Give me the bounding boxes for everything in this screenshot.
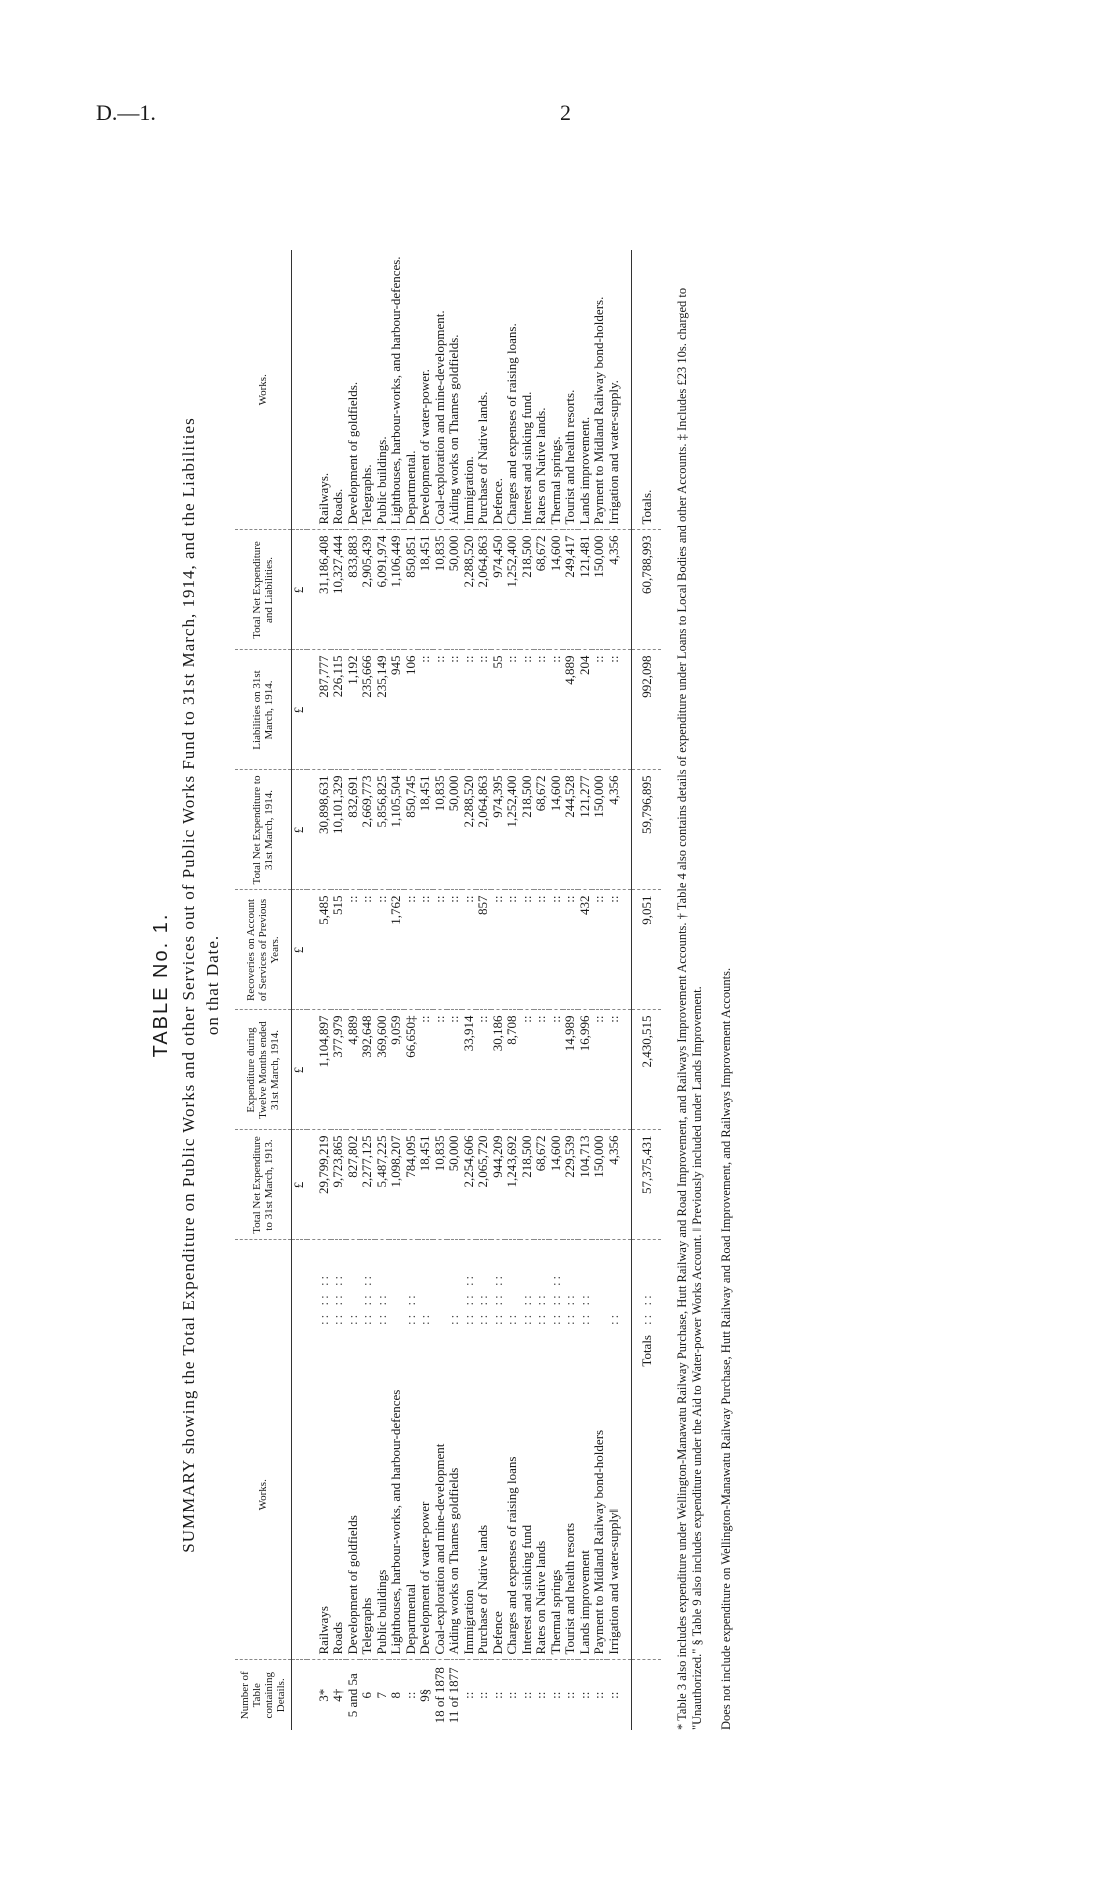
row-recoveries: :: [375,890,390,1010]
row-table-number: 9§ [417,1688,432,1702]
footnotes [675,250,734,1730]
row-net-1914: 10,101,329 [331,770,346,890]
row-dots: :: :: :: [330,1272,345,1325]
row-works-right: Development of water-power. [418,250,433,530]
row-during: 9,059 [389,1010,404,1130]
table-row [375,250,390,1730]
footnote-2: Does not include expenditure on Wellington-Manawatu Railway Purchase, Hutt Railway and Road Improvement, and Railways Improvement Accounts. [718,967,733,1730]
table-row [549,250,564,1730]
row-recoveries: :: [491,890,506,1010]
row-during: :: [607,1010,632,1130]
row-works-right: Public buildings. [375,250,390,530]
row-liabilities: :: [462,650,477,770]
table-row [307,250,332,1730]
row-dots: :: :: [402,1292,418,1325]
row-total-net: 218,500 [520,530,535,650]
totals-label: Totals [632,1330,661,1660]
table-row [476,250,491,1730]
row-table-number: :: [518,1691,534,1699]
row-total-1913: 1,243,692 [505,1130,520,1240]
document-reference: D.—1. [96,100,156,125]
row-total-1913: 14,600 [549,1130,564,1240]
row-during: :: [549,1010,564,1130]
row-during: 66,650‡ [404,1010,419,1130]
row-dots: :: :: [373,1292,389,1325]
row-total-1913: 827,802 [346,1130,361,1240]
row-net-1914: 218,500 [520,770,535,890]
row-table-number: 8 [388,1692,403,1699]
expenditure-table [235,250,661,1730]
row-total-net: 2,905,439 [360,530,375,650]
row-liabilities: 235,149 [375,650,390,770]
row-works: Roads [331,1330,346,1660]
row-total-1913: 5,487,225 [375,1130,390,1240]
row-during: 14,989 [563,1010,578,1130]
rotated-table-page [150,180,1050,1790]
row-works: Payment to Midland Railway bond-holders [592,1330,607,1660]
row-net-1914: 150,000 [592,770,607,890]
row-total-1913: 2,254,606 [462,1130,477,1240]
row-during: 392,648 [360,1010,375,1130]
row-table-number: :: [547,1691,563,1699]
row-liabilities: 235,666 [360,650,375,770]
row-works-right: Departmental. [404,250,419,530]
row-works-right: Defence. [491,250,506,530]
row-recoveries: :: [360,890,375,1010]
row-works-right: Roads. [331,250,346,530]
table-row [578,250,593,1730]
table-row [404,250,419,1730]
row-table-number: :: [402,1691,418,1699]
row-total-1913: 29,799,219 [307,1130,332,1240]
row-total-1913: 944,209 [491,1130,506,1240]
row-net-1914: 850,745 [404,770,419,890]
header-net-1914: Total Net Expenditure to 31st March, 1914. [235,770,292,890]
row-during: 4,889 [346,1010,361,1130]
row-table-number: 18 of 1878 [431,1667,447,1724]
currency-symbol: £ [292,1010,307,1130]
row-works-right: Railways. [307,250,332,530]
row-works-right: Lands improvement. [578,250,593,530]
row-total-1913: 18,451 [418,1130,433,1240]
table-row [534,250,549,1730]
row-total-net: 31,186,408 [307,530,332,650]
header-recoveries: Recoveries on Account of Services of Previous Years. [235,890,292,1010]
row-during: :: [433,1010,448,1130]
totals-number [632,1660,661,1730]
totals-row [632,250,661,1730]
row-works: Immigration [462,1330,477,1660]
row-works-right: Coal-exploration and mine-development. [433,250,448,530]
row-dots [592,1240,607,1330]
row-during: 8,708 [505,1010,520,1130]
totals-works-right: Totals. [632,250,661,530]
row-works-right: Telegraphs. [360,250,375,530]
row-works: Departmental [404,1330,419,1660]
table-row [418,250,433,1730]
row-works-right: Immigration. [462,250,477,530]
row-recoveries: :: [404,890,419,1010]
row-dots: :: :: :: [460,1272,476,1325]
row-total-1913: 2,277,125 [360,1130,375,1240]
row-total-net: 1,252,400 [505,530,520,650]
row-dots: :: :: [475,1292,490,1325]
row-net-1914: 244,528 [563,770,578,890]
row-works-right: Charges and expenses of raising loans. [505,250,520,530]
row-works: Lands improvement [578,1330,593,1660]
page-number: 2 [560,100,571,125]
row-works-right: Purchase of Native lands. [476,250,491,530]
row-recoveries: :: [549,890,564,1010]
row-recoveries: :: [346,890,361,1010]
row-during: 30,186 [491,1010,506,1130]
row-works-right: Thermal springs. [549,250,564,530]
row-works: Interest and sinking fund [520,1330,535,1660]
row-recoveries: 515 [331,890,346,1010]
row-recoveries: :: [592,890,607,1010]
row-net-1914: 18,451 [418,770,433,890]
table-row [331,250,346,1730]
row-net-1914: 1,105,504 [389,770,404,890]
table-row [505,250,520,1730]
row-net-1914: 2,064,863 [476,770,491,890]
row-dots: :: :: :: [489,1272,505,1325]
row-total-1913: 2,065,720 [476,1130,491,1240]
row-total-net: 974,450 [491,530,506,650]
row-table-number: :: [576,1691,592,1699]
row-liabilities: 226,115 [331,650,346,770]
row-dots: :: [605,1311,621,1325]
title-line-1: SUMMARY showing the Total Expenditure on Public Works and other Services out of Public Works Fund to 31st March, 1914, and the Liabilities [179,417,198,1553]
row-table-number: :: [562,1691,577,1699]
header-row [235,250,292,1730]
row-total-1913: 1,098,207 [389,1130,404,1240]
totals-dots: :: :: [632,1240,661,1330]
row-dots: :: :: :: [315,1272,331,1325]
row-table-number: :: [460,1691,476,1699]
row-total-net: 1,106,449 [389,530,404,650]
row-dots: :: :: [533,1292,548,1325]
row-total-net: 50,000 [447,530,462,650]
row-liabilities: 1,192 [346,650,361,770]
row-total-net: 121,481 [578,530,593,650]
row-recoveries: :: [520,890,535,1010]
row-during: :: [592,1010,607,1130]
row-during: :: [418,1010,433,1130]
row-liabilities: :: [607,650,632,770]
row-works-right: Tourist and health resorts. [563,250,578,530]
row-recoveries: 432 [578,890,593,1010]
table-row [491,250,506,1730]
row-during: :: [447,1010,462,1130]
row-table-number: 5 and 5a [344,1673,360,1718]
row-works-right: Interest and sinking fund. [520,250,535,530]
row-table-number: 4† [330,1688,345,1702]
row-total-1913: 104,713 [578,1130,593,1240]
currency-symbol: £ [292,770,307,890]
row-total-1913: 9,723,865 [331,1130,346,1240]
currency-row [292,250,307,1730]
totals-liabilities: 992,098 [632,650,661,770]
row-net-1914: 14,600 [549,770,564,890]
row-total-1913: 229,539 [563,1130,578,1240]
row-total-net: 2,288,520 [462,530,477,650]
row-liabilities: 287,777 [307,650,332,770]
row-liabilities: :: [433,650,448,770]
header-works: Works. [235,1330,292,1660]
table-row [433,250,448,1730]
row-dots: :: [417,1311,432,1325]
row-works-right: Lighthouses, harbour-works, and harbour-defences. [389,250,404,530]
row-net-1914: 974,395 [491,770,506,890]
row-total-1913: 150,000 [592,1130,607,1240]
row-works: Tourist and health resorts [563,1330,578,1660]
row-liabilities: :: [549,650,564,770]
row-dots: :: :: :: [359,1272,374,1325]
header-number: Number of Table containing Details. [235,1660,292,1730]
row-total-net: 150,000 [592,530,607,650]
row-during: 369,600 [375,1010,390,1130]
row-net-1914: 1,252,400 [505,770,520,890]
row-recoveries: :: [607,890,632,1010]
row-table-number: :: [533,1691,548,1699]
row-dots: :: :: [518,1292,534,1325]
row-dots [433,1240,448,1330]
row-during: 16,996 [578,1010,593,1130]
row-works-right: Rates on Native lands. [534,250,549,530]
row-works: Public buildings [375,1330,390,1660]
footnote-1: * Table 3 also includes expenditure under Wellington-Manawatu Railway Purchase, Hutt Railway and Road Improvement, and Railways Improvement Accounts. † Table 4 also contains details of expenditure under Loans to Local Bodies and other Accounts. ‡ Includes £23 10s. charged to "Unauthorized." § Table 9 also includes expenditure under the Aid to Water-power Works Account. ‖ Previously included under Lands Improvement. [674,287,704,1730]
table-body [292,250,661,1730]
row-total-net: 833,883 [346,530,361,650]
row-liabilities: :: [520,650,535,770]
currency-symbol: £ [292,890,307,1010]
row-table-number: :: [489,1691,505,1699]
row-works: Telegraphs [360,1330,375,1660]
table-row [592,250,607,1730]
row-net-1914: 832,691 [346,770,361,890]
row-works: Thermal springs [549,1330,564,1660]
row-recoveries: :: [534,890,549,1010]
row-net-1914: 10,835 [433,770,448,890]
table-row [520,250,535,1730]
title-line-2: on that Date. [203,934,222,1036]
row-liabilities: 55 [491,650,506,770]
row-liabilities: 945 [389,650,404,770]
row-total-net: 850,851 [404,530,419,650]
row-liabilities: 204 [578,650,593,770]
row-works-right: Aiding works on Thames goldfields. [447,250,462,530]
row-total-net: 6,091,974 [375,530,390,650]
table-row [360,250,375,1730]
row-liabilities: :: [476,650,491,770]
table-row [462,250,477,1730]
row-recoveries: 857 [476,890,491,1010]
header-total-net: Total Net Expenditure and Liabilities. [235,530,292,650]
row-total-net: 14,600 [549,530,564,650]
row-works: Aiding works on Thames goldfields [447,1330,462,1660]
table-row [447,250,462,1730]
totals-net-1914: 59,796,895 [632,770,661,890]
row-net-1914: 50,000 [447,770,462,890]
table-row [607,250,632,1730]
row-total-1913: 218,500 [520,1130,535,1240]
row-during: :: [534,1010,549,1130]
row-net-1914: 2,669,773 [360,770,375,890]
row-works-right: Irrigation and water-supply. [607,250,632,530]
row-dots: :: :: [562,1292,577,1325]
row-total-net: 68,672 [534,530,549,650]
row-total-1913: 4,356 [607,1130,632,1240]
row-works: Charges and expenses of raising loans [505,1330,520,1660]
row-works: Irrigation and water-supply‖ [607,1330,632,1660]
row-net-1914: 121,277 [578,770,593,890]
currency-symbol: £ [292,650,307,770]
row-works: Lighthouses, harbour-works, and harbour-defences [389,1330,404,1660]
table-number: TABLE No. 1. [150,912,172,1058]
row-total-net: 10,327,444 [331,530,346,650]
row-table-number: :: [605,1691,621,1699]
row-total-1913: 50,000 [447,1130,462,1240]
row-table-number: 7 [373,1692,389,1699]
totals-total-1913: 57,375,431 [632,1130,661,1240]
row-total-net: 249,417 [563,530,578,650]
totals-during: 2,430,515 [632,1010,661,1130]
row-works: Railways [307,1330,332,1660]
row-liabilities: 4,889 [563,650,578,770]
row-dots: :: :: [576,1292,592,1325]
row-recoveries: :: [418,890,433,1010]
row-recoveries: :: [505,890,520,1010]
row-works: Development of goldfields [346,1330,361,1660]
header-total-1913: Total Net Expenditure to 31st March, 1913. [235,1130,292,1240]
row-recoveries: 1,762 [389,890,404,1010]
row-during: 1,104,897 [307,1010,332,1130]
row-table-number: :: [591,1691,606,1699]
table-row [563,250,578,1730]
row-during: :: [476,1010,491,1130]
currency-symbol: £ [292,530,307,650]
totals-total-net: 60,788,993 [632,530,661,650]
currency-symbol: £ [292,1130,307,1240]
row-net-1914: 68,672 [534,770,549,890]
table-row [389,250,404,1730]
row-recoveries: :: [433,890,448,1010]
row-dots: :: [446,1311,461,1325]
row-table-number: 6 [359,1692,374,1699]
row-liabilities: :: [505,650,520,770]
row-works: Coal-exploration and mine-development [433,1330,448,1660]
row-liabilities: 106 [404,650,419,770]
row-works: Rates on Native lands [534,1330,549,1660]
row-total-net: 2,064,863 [476,530,491,650]
row-table-number: 11 of 1877 [446,1667,461,1724]
totals-recoveries: 9,051 [632,890,661,1010]
row-recoveries: :: [563,890,578,1010]
header-during: Expenditure during Twelve Months ended 31st March, 1914. [235,1010,292,1130]
row-recoveries: :: [462,890,477,1010]
row-total-1913: 10,835 [433,1130,448,1240]
row-during: 33,914 [462,1010,477,1130]
row-net-1914: 30,898,631 [307,770,332,890]
row-liabilities: :: [534,650,549,770]
row-total-net: 4,356 [607,530,632,650]
row-dots: :: :: :: [547,1272,563,1325]
row-dots: :: [344,1311,360,1325]
row-table-number: :: [504,1691,519,1699]
row-net-1914: 5,856,825 [375,770,390,890]
row-works-right: Development of goldfields. [346,250,361,530]
row-table-number: :: [475,1691,490,1699]
row-recoveries: 5,485 [307,890,332,1010]
row-table-number: 3* [315,1688,331,1702]
row-works: Development of water-power [418,1330,433,1660]
row-recoveries: :: [447,890,462,1010]
row-net-1914: 4,356 [607,770,632,890]
row-works: Purchase of Native lands [476,1330,491,1660]
row-dots [389,1240,404,1330]
row-liabilities: :: [418,650,433,770]
table-row [346,250,361,1730]
row-works-right: Payment to Midland Railway bond-holders. [592,250,607,530]
row-total-net: 10,835 [433,530,448,650]
row-total-1913: 784,095 [404,1130,419,1240]
row-liabilities: :: [592,650,607,770]
row-works: Defence [491,1330,506,1660]
header-liabilities: Liabilities on 31st March, 1914. [235,650,292,770]
row-total-1913: 68,672 [534,1130,549,1240]
row-total-net: 18,451 [418,530,433,650]
row-during: 377,979 [331,1010,346,1130]
table-title [177,180,225,1790]
row-net-1914: 2,288,520 [462,770,477,890]
row-dots: :: [504,1311,519,1325]
row-liabilities: :: [447,650,462,770]
row-during: :: [520,1010,535,1130]
header-works-right: Works. [235,250,292,530]
